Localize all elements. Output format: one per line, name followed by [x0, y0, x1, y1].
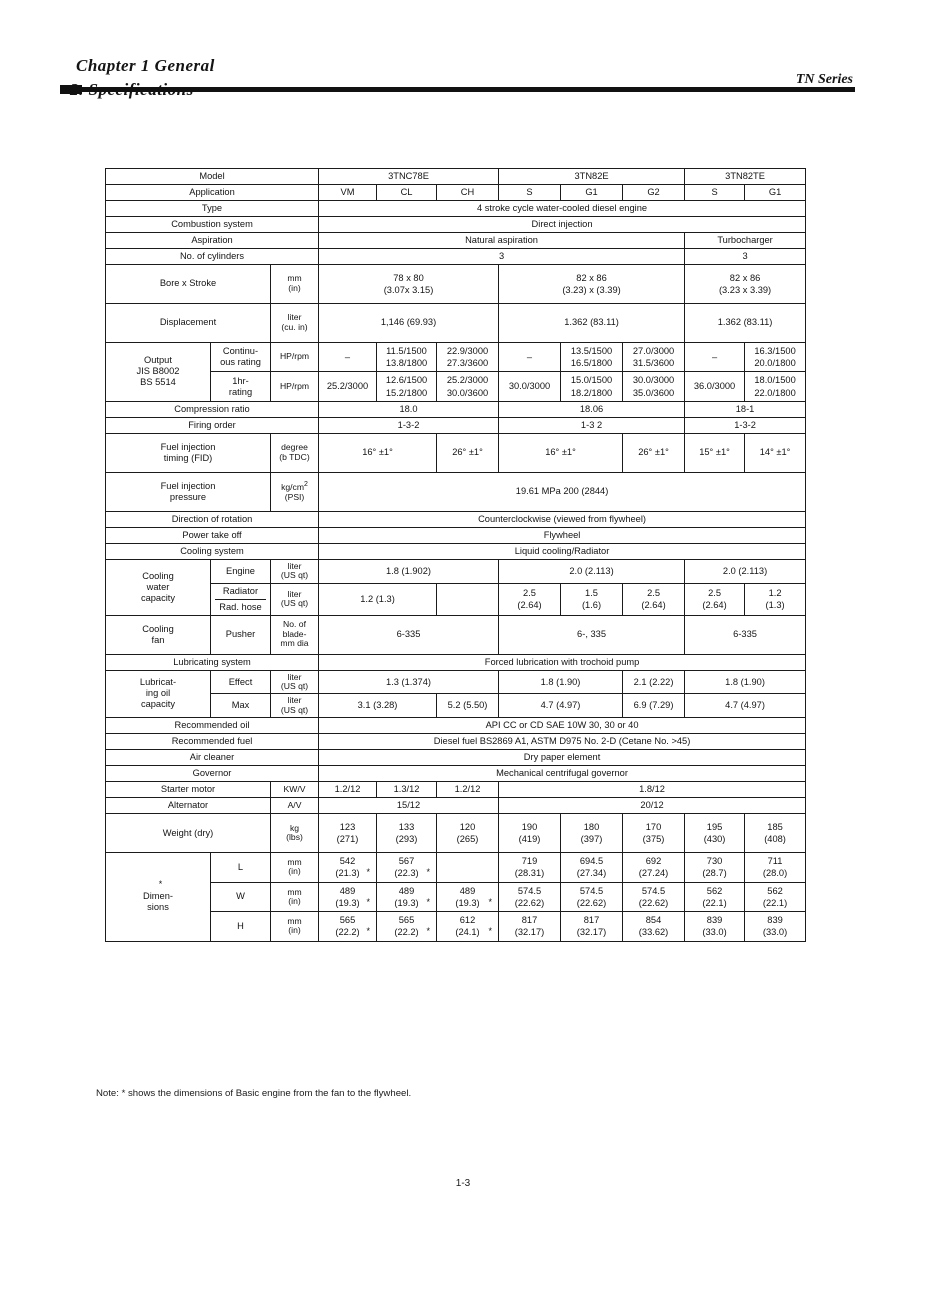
value-alternator-1: 20/12: [499, 798, 806, 814]
table-row-alternator: [106, 798, 806, 814]
table-row-firing-order: [106, 417, 806, 433]
row-label-dim-l: L: [211, 853, 271, 883]
row-label-cooling-system: Cooling system: [106, 543, 319, 559]
table-row-dimension-l: [106, 853, 806, 883]
value-lub-effect-3: 1.8 (1.90): [685, 670, 806, 694]
row-label-displacement: Displacement: [106, 303, 271, 342]
row-label-bore-stroke: Bore x Stroke: [106, 264, 271, 303]
table-row-lub-effect: [106, 670, 806, 694]
row-label-output: Output JIS B8002 BS 5514: [106, 342, 211, 401]
value-dim-h-ch: 612 (24.1) *: [437, 912, 499, 942]
value-weight-cl: 133 (293): [377, 814, 437, 853]
row-label-dim-h: H: [211, 912, 271, 942]
row-label-dim-w: W: [211, 882, 271, 912]
model-3tnc78e: 3TNC78E: [319, 169, 499, 185]
unit-1hr-rating: HP/rpm: [271, 372, 319, 402]
table-row-type: [106, 200, 806, 216]
application-g2: G2: [623, 184, 685, 200]
value-starter-vm: 1.2/12: [319, 782, 377, 798]
value-1hr-s2: 36.0/3000: [685, 372, 745, 402]
row-label-compression-ratio: Compression ratio: [106, 401, 319, 417]
value-timing-5: 14° ±1°: [745, 433, 806, 472]
unit-weight: kg (lbs): [271, 814, 319, 853]
value-radiator-vm-cl: 1.2 (1.3): [319, 583, 437, 615]
value-injection-pressure: 19.61 MPa 200 (2844): [319, 472, 806, 511]
table-row-air-cleaner: [106, 750, 806, 766]
chapter-title: Chapter 1 General: [76, 56, 215, 75]
dimensions-star: *: [158, 878, 163, 889]
row-label-effect: Effect: [211, 670, 271, 694]
pressure-superscript: 2: [304, 481, 308, 489]
table-row-injection-timing: [106, 433, 806, 472]
star-marker: *: [426, 896, 431, 907]
unit-injection-timing: degree (b TDC): [271, 433, 319, 472]
value-dim-h-cl: 565 (22.2) *: [377, 912, 437, 942]
value-cooling-engine-2: 2.0 (2.113): [685, 559, 806, 583]
row-label-rotation: Direction of rotation: [106, 511, 319, 527]
value-bore-stroke-0: 78 x 80 (3.07x 3.15): [319, 264, 499, 303]
unit-displacement: liter (cu. in): [271, 303, 319, 342]
value-weight-g1b: 185 (408): [745, 814, 806, 853]
table-row-model: [106, 169, 806, 185]
value-type: 4 stroke cycle water-cooled diesel engine: [319, 200, 806, 216]
value-recommended-fuel: Diesel fuel BS2869 A1, ASTM D975 No. 2-D (Cetane No. >45): [319, 734, 806, 750]
page-number: 1-3: [455, 1178, 471, 1189]
value-dim-w-ch: 489 (19.3) *: [437, 882, 499, 912]
value-displacement-1: 1.362 (83.11): [499, 303, 685, 342]
value-cont-g1b: 16.3/1500 20.0/1800: [745, 342, 806, 372]
value-cooling-fan-2: 6-335: [685, 615, 806, 654]
star-marker: *: [488, 896, 493, 907]
row-label-engine: Engine: [211, 559, 271, 583]
value-firing-1: 1-3 2: [499, 417, 685, 433]
value-radiator-s2: 2.5 (2.64): [685, 583, 745, 615]
row-label-cooling-fan: Cooling fan: [106, 615, 211, 654]
row-label-starter-motor: Starter motor: [106, 782, 271, 798]
row-label-aspiration: Aspiration: [106, 232, 319, 248]
table-row-cooling-system: [106, 543, 806, 559]
star-marker: *: [488, 926, 493, 937]
header-rule: [60, 87, 855, 92]
value-1hr-g1b: 18.0/1500 22.0/1800: [745, 372, 806, 402]
row-label-firing-order: Firing order: [106, 417, 319, 433]
unit-bore-stroke: mm (in): [271, 264, 319, 303]
table-row-application: [106, 184, 806, 200]
unit-alternator: A/V: [271, 798, 319, 814]
value-dim-w-g1b: 562 (22.1): [745, 882, 806, 912]
star-marker: *: [366, 867, 371, 878]
value-recommended-oil: API CC or CD SAE 10W 30, 30 or 40: [319, 718, 806, 734]
star-marker: *: [426, 867, 431, 878]
unit-cooling-fan: No. of blade- mm dia: [271, 615, 319, 654]
value-displacement-0: 1,146 (69.93): [319, 303, 499, 342]
value-lub-max-3: 6.9 (7.29): [623, 694, 685, 718]
value-radiator-ch: [437, 583, 499, 615]
row-label-cylinders: No. of cylinders: [106, 248, 319, 264]
row-label-lubricating-system: Lubricating system: [106, 654, 319, 670]
table-row-recommended-oil: [106, 718, 806, 734]
specification-table: [105, 168, 806, 942]
value-lub-max-4: 4.7 (4.97): [685, 694, 806, 718]
value-1hr-s1: 30.0/3000: [499, 372, 561, 402]
unit-starter-motor: KW/V: [271, 782, 319, 798]
value-compression-1: 18.06: [499, 401, 685, 417]
table-row-lubricating-system: [106, 654, 806, 670]
specification-table-container: [105, 168, 805, 942]
row-label-type: Type: [106, 200, 319, 216]
row-label-injection-pressure: Fuel injection pressure: [106, 472, 271, 511]
value-dim-h-s2: 839 (33.0): [685, 912, 745, 942]
row-label-cooling-water-capacity: Cooling water capacity: [106, 559, 211, 615]
table-row-dimension-h: [106, 912, 806, 942]
value-air-cleaner: Dry paper element: [319, 750, 806, 766]
value-dim-w-s1: 574.5 (22.62): [499, 882, 561, 912]
value-dim-h-g1b: 839 (33.0): [745, 912, 806, 942]
table-footnote: Note: * shows the dimensions of Basic engine from the fan to the flywheel.: [96, 1088, 412, 1099]
value-compression-0: 18.0: [319, 401, 499, 417]
value-dim-w-vm: 489 (19.3) *: [319, 882, 377, 912]
table-row-rotation: [106, 511, 806, 527]
value-starter-rest: 1.8/12: [499, 782, 806, 798]
row-label-alternator: Alternator: [106, 798, 271, 814]
row-label-model: Model: [106, 169, 319, 185]
star-marker: *: [426, 926, 431, 937]
unit-dim-l: mm (in): [271, 853, 319, 883]
model-3tn82e: 3TN82E: [499, 169, 685, 185]
star-marker: *: [366, 896, 371, 907]
value-timing-2: 16° ±1°: [499, 433, 623, 472]
application-s2: S: [685, 184, 745, 200]
value-cylinders-b: 3: [685, 248, 806, 264]
value-dim-l-cl: 567 (22.3) *: [377, 853, 437, 883]
table-row-cooling-engine: [106, 559, 806, 583]
value-dim-w-g2: 574.5 (22.62): [623, 882, 685, 912]
value-governor: Mechanical centrifugal governor: [319, 766, 806, 782]
value-bore-stroke-1: 82 x 86 (3.23) x (3.39): [499, 264, 685, 303]
value-timing-4: 15° ±1°: [685, 433, 745, 472]
row-label-air-cleaner: Air cleaner: [106, 750, 319, 766]
value-1hr-vm: 25.2/3000: [319, 372, 377, 402]
value-weight-g2: 170 (375): [623, 814, 685, 853]
unit-cooling-radiator: liter (US qt): [271, 583, 319, 615]
model-3tn82te: 3TN82TE: [685, 169, 806, 185]
value-dim-h-g1: 817 (32.17): [561, 912, 623, 942]
value-cont-vm: –: [319, 342, 377, 372]
table-row-displacement: [106, 303, 806, 342]
row-label-radiator-group: Radiator Rad. hose: [211, 583, 271, 615]
unit-continuous-rating: HP/rpm: [271, 342, 319, 372]
unit-dim-w: mm (in): [271, 882, 319, 912]
value-timing-1: 26° ±1°: [437, 433, 499, 472]
unit-injection-pressure: $kg/cm^2$ (PSI): [271, 472, 319, 511]
unit-dim-h: mm (in): [271, 912, 319, 942]
value-1hr-g1: 15.0/1500 18.2/1800: [561, 372, 623, 402]
row-label-application: Application: [106, 184, 319, 200]
value-1hr-ch: 25.2/3000 30.0/3600: [437, 372, 499, 402]
value-aspiration-turbo: Turbocharger: [685, 232, 806, 248]
value-radiator-s1: 2.5 (2.64): [499, 583, 561, 615]
value-dim-l-s1: 719 (28.31): [499, 853, 561, 883]
table-row-cooling-fan: [106, 615, 806, 654]
table-row-1hr-rating: [106, 372, 806, 402]
value-dim-l-ch: [437, 853, 499, 883]
value-timing-3: 26° ±1°: [623, 433, 685, 472]
value-cooling-engine-1: 2.0 (2.113): [499, 559, 685, 583]
table-row-starter-motor: [106, 782, 806, 798]
row-label-recommended-fuel: Recommended fuel: [106, 734, 319, 750]
value-dim-l-s2: 730 (28.7): [685, 853, 745, 883]
star-marker: *: [366, 926, 371, 937]
value-starter-ch: 1.2/12: [437, 782, 499, 798]
value-dim-w-s2: 562 (22.1): [685, 882, 745, 912]
value-radiator-g1: 1.5 (1.6): [561, 583, 623, 615]
value-lub-max-2: 4.7 (4.97): [499, 694, 623, 718]
application-s1: S: [499, 184, 561, 200]
table-row-cylinders: [106, 248, 806, 264]
value-lub-effect-0: 1.3 (1.374): [319, 670, 499, 694]
value-weight-g1: 180 (397): [561, 814, 623, 853]
value-combustion-system: Direct injection: [319, 216, 806, 232]
application-ch: CH: [437, 184, 499, 200]
row-label-dimensions: * Dimen- sions: [106, 853, 211, 942]
value-1hr-g2: 30.0/3000 35.0/3600: [623, 372, 685, 402]
value-cooling-engine-0: 1.8 (1.902): [319, 559, 499, 583]
row-label-1hr-rating: 1hr- rating: [211, 372, 271, 402]
value-lub-effect-1: 1.8 (1.90): [499, 670, 623, 694]
value-cooling-fan-0: 6-335: [319, 615, 499, 654]
unit-lub-effect: liter (US qt): [271, 670, 319, 694]
row-label-injection-timing: Fuel injection timing (FID): [106, 433, 271, 472]
value-compression-2: 18-1: [685, 401, 806, 417]
page-header: [0, 56, 926, 114]
row-label-recommended-oil: Recommended oil: [106, 718, 319, 734]
table-row-aspiration: [106, 232, 806, 248]
value-displacement-2: 1.362 (83.11): [685, 303, 806, 342]
application-vm: VM: [319, 184, 377, 200]
table-row-governor: [106, 766, 806, 782]
value-aspiration-natural: Natural aspiration: [319, 232, 685, 248]
value-rotation: Counterclockwise (viewed from flywheel): [319, 511, 806, 527]
value-cont-s1: –: [499, 342, 561, 372]
value-firing-2: 1-3-2: [685, 417, 806, 433]
row-label-pusher: Pusher: [211, 615, 271, 654]
unit-cooling-engine: liter (US qt): [271, 559, 319, 583]
value-cooling-fan-1: 6-, 335: [499, 615, 685, 654]
table-row-power-take-off: [106, 527, 806, 543]
value-alternator-0: 15/12: [319, 798, 499, 814]
value-1hr-cl: 12.6/1500 15.2/1800: [377, 372, 437, 402]
table-row-dimension-w: [106, 882, 806, 912]
value-weight-ch: 120 (265): [437, 814, 499, 853]
value-dim-h-s1: 817 (32.17): [499, 912, 561, 942]
series-label: TN Series: [795, 72, 853, 87]
value-cont-g2: 27.0/3000 31.5/3600: [623, 342, 685, 372]
table-row-cooling-radiator: [106, 583, 806, 615]
table-row-weight-dry: [106, 814, 806, 853]
table-row-injection-pressure: [106, 472, 806, 511]
table-row-lub-max: [106, 694, 806, 718]
value-power-take-off: Flywheel: [319, 527, 806, 543]
value-radiator-g1b: 1.2 (1.3): [745, 583, 806, 615]
table-row-bore-stroke: [106, 264, 806, 303]
unit-lub-max: liter (US qt): [271, 694, 319, 718]
value-cont-g1: 13.5/1500 16.5/1800: [561, 342, 623, 372]
value-lub-effect-2: 2.1 (2.22): [623, 670, 685, 694]
value-timing-0: 16° ±1°: [319, 433, 437, 472]
row-label-power-take-off: Power take off: [106, 527, 319, 543]
value-cont-s2: –: [685, 342, 745, 372]
application-cl: CL: [377, 184, 437, 200]
row-label-governor: Governor: [106, 766, 319, 782]
value-dim-w-g1: 574.5 (22.62): [561, 882, 623, 912]
value-radiator-g2: 2.5 (2.64): [623, 583, 685, 615]
value-weight-vm: 123 (271): [319, 814, 377, 853]
value-starter-cl: 1.3/12: [377, 782, 437, 798]
value-weight-s2: 195 (430): [685, 814, 745, 853]
value-dim-w-cl: 489 (19.3) *: [377, 882, 437, 912]
table-row-compression-ratio: [106, 401, 806, 417]
value-lubricating-system: Forced lubrication with trochoid pump: [319, 654, 806, 670]
value-dim-l-g2: 692 (27.24): [623, 853, 685, 883]
value-bore-stroke-2: 82 x 86 (3.23 x 3.39): [685, 264, 806, 303]
value-dim-h-vm: 565 (22.2) *: [319, 912, 377, 942]
value-dim-l-vm: 542 (21.3) *: [319, 853, 377, 883]
row-label-combustion-system: Combustion system: [106, 216, 319, 232]
value-cylinders-a: 3: [319, 248, 685, 264]
row-label-lub-oil-capacity: Lubricat- ing oil capacity: [106, 670, 211, 718]
value-weight-s1: 190 (419): [499, 814, 561, 853]
value-dim-h-g2: 854 (33.62): [623, 912, 685, 942]
value-cooling-system: Liquid cooling/Radiator: [319, 543, 806, 559]
value-dim-l-g1b: 711 (28.0): [745, 853, 806, 883]
value-cont-ch: 22.9/3000 27.3/3600: [437, 342, 499, 372]
row-label-weight-dry: Weight (dry): [106, 814, 271, 853]
value-lub-max-1: 5.2 (5.50): [437, 694, 499, 718]
application-g1: G1: [561, 184, 623, 200]
value-firing-0: 1-3-2: [319, 417, 499, 433]
value-lub-max-0: 3.1 (3.28): [319, 694, 437, 718]
table-row-recommended-fuel: [106, 734, 806, 750]
value-dim-l-g1: 694.5 (27.34): [561, 853, 623, 883]
application-g1b: G1: [745, 184, 806, 200]
value-cont-cl: 11.5/1500 13.8/1800: [377, 342, 437, 372]
table-row-combustion: [106, 216, 806, 232]
table-row-continuous-rating: [106, 342, 806, 372]
row-label-max: Max: [211, 694, 271, 718]
row-label-continuous-rating: Continu- ous rating: [211, 342, 271, 372]
